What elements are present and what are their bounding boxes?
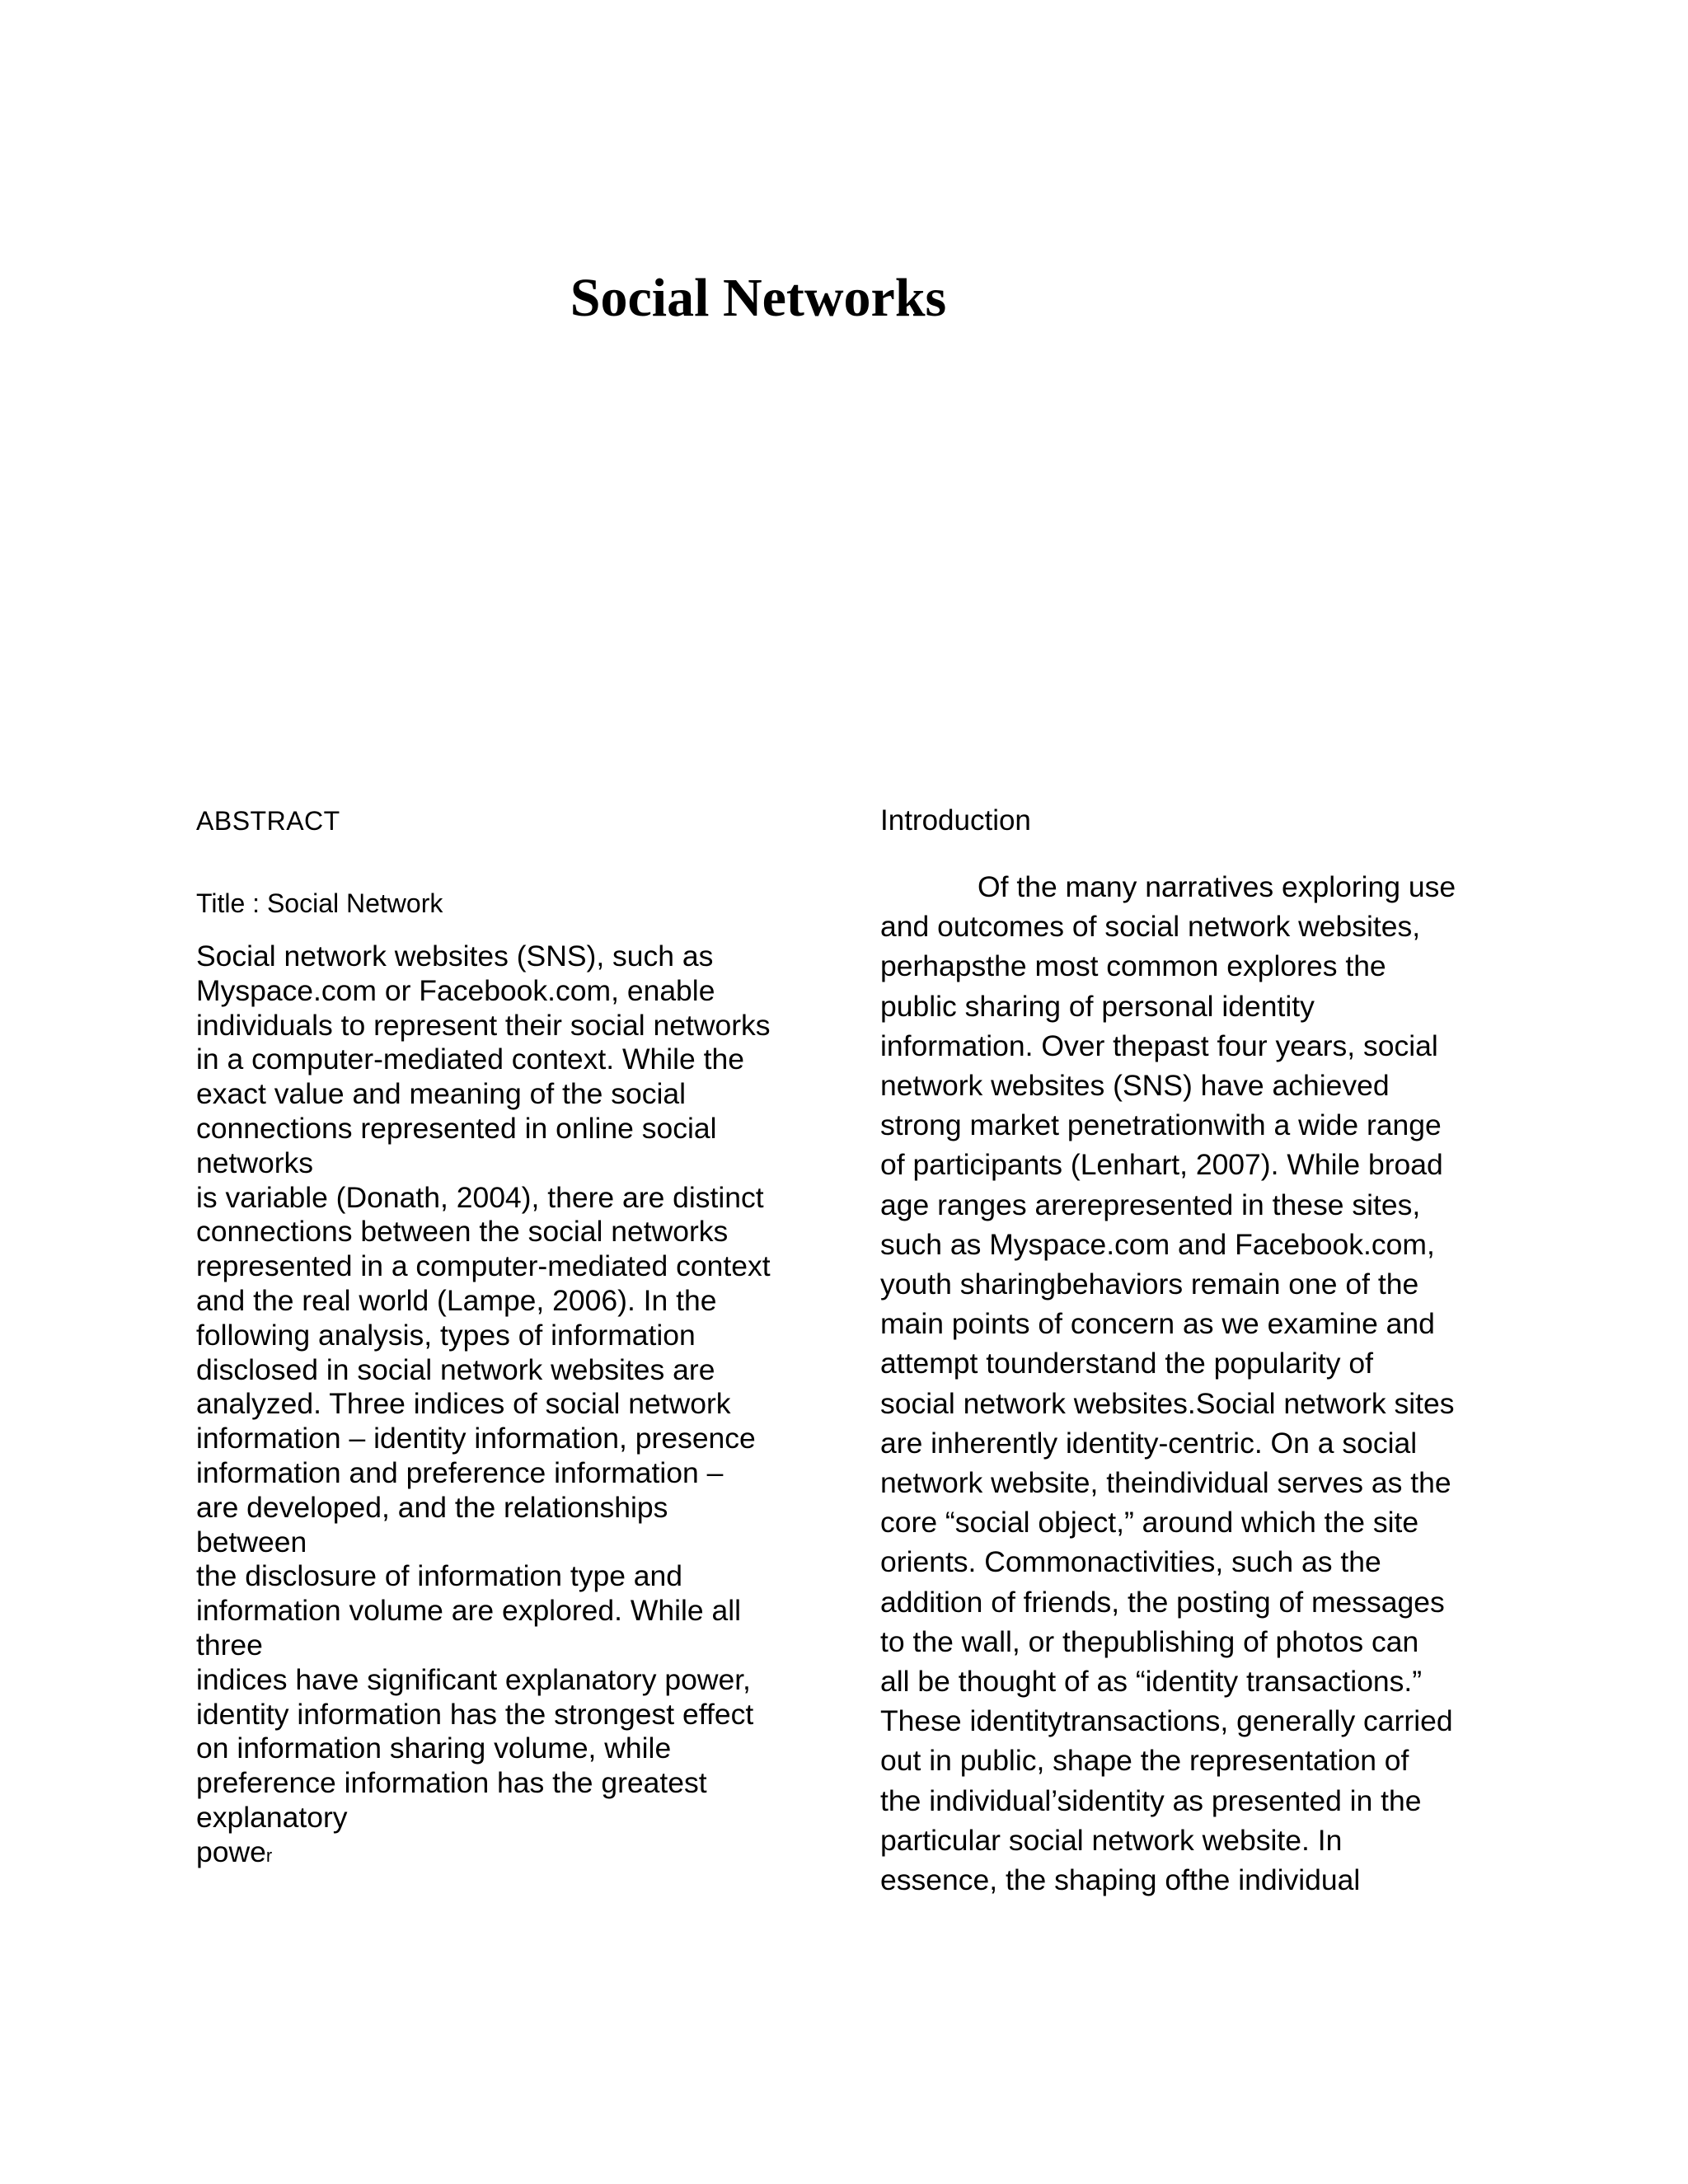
abstract-line: explanatory [196,1800,348,1834]
intro-line: age ranges arerepresented in these sites, [880,1188,1421,1221]
abstract-line: analyzed. Three indices of social network [196,1387,731,1421]
intro-line: all be thought of as “identity transactions.” [880,1665,1423,1699]
abstract-body [196,940,806,1873]
intro-line: addition of friends, the posting of messages [880,1585,1445,1619]
abstract-line: in a computer-mediated context. While the [196,1043,744,1076]
intro-line: to the wall, or thepublishing of photos can [880,1624,1419,1658]
abstract-line: preference information has the greatest [196,1766,707,1800]
intro-line: out in public, shape the representation of [880,1744,1409,1778]
intro-line: network website, theindividual serves as the [880,1466,1451,1500]
abstract-line: indices have significant explanatory power, [196,1662,751,1696]
intro-line: orients. Commonactivities, such as the [880,1545,1381,1579]
abstract-line: networks [196,1146,314,1179]
introduction-heading: Introduction [880,804,1031,837]
abstract-line: is variable (Donath, 2004), there are distinct [196,1180,764,1214]
intro-line: youth sharingbehaviors remain one of the [880,1268,1419,1301]
intro-line: of participants (Lenhart, 2007). While broad [880,1148,1443,1182]
intro-line: particular social network website. In [880,1823,1343,1857]
introduction-body [880,867,1507,1900]
document-title: Social Networks [570,268,947,328]
intro-line: essence, the shaping ofthe individual [880,1863,1361,1897]
abstract-line: connections between the social networks [196,1215,729,1249]
abstract-line: between [196,1525,307,1558]
abstract-section [196,804,806,1873]
abstract-line: three [196,1628,263,1661]
abstract-line: and the real world (Lampe, 2006). In the [196,1283,717,1317]
intro-line: strong market penetrationwith a wide range [880,1108,1442,1142]
abstract-line: represented in a computer-mediated context [196,1249,771,1283]
abstract-line: connections represented in online social [196,1111,717,1145]
intro-line: network websites (SNS) have achieved [880,1069,1390,1103]
abstract-line: exact value and meaning of the social [196,1077,687,1111]
intro-line: social network websites.Social network sites [880,1386,1455,1420]
intro-line: core “social object,” around which the site [880,1506,1419,1540]
abstract-line: identity information has the strongest effect [196,1697,754,1731]
intro-line: the individual’sidentity as presented in the [880,1783,1422,1817]
abstract-line: Myspace.com or Facebook.com, enable [196,973,715,1007]
abstract-last-line-small: r [265,1844,273,1866]
intro-line: perhapsthe most common explores the [880,949,1386,983]
abstract-line: information and preference information – [196,1455,724,1489]
abstract-line: Social network websites (SNS), such as [196,940,714,972]
intro-line: and outcomes of social network websites, [880,910,1421,944]
introduction-section [880,804,1507,1900]
intro-line: main points of concern as we examine and [880,1307,1435,1341]
abstract-line: the disclosure of information type and [196,1559,683,1593]
intro-line: Of the many narratives exploring use [978,870,1456,903]
abstract-line: following analysis, types of information [196,1318,696,1352]
intro-line: These identitytransactions, generally carried [880,1704,1453,1738]
abstract-last-line [196,1835,806,1873]
abstract-line: information – identity information, presence [196,1422,756,1455]
abstract-line: information volume are explored. While all [196,1594,741,1628]
abstract-line: on information sharing volume, while [196,1732,672,1765]
intro-line: information. Over thepast four years, social [880,1029,1438,1062]
abstract-line: individuals to represent their social networks [196,1008,771,1042]
abstract-line: are developed, and the relationships [196,1490,668,1524]
intro-line: are inherently identity-centric. On a social [880,1426,1418,1460]
intro-line: attempt tounderstand the popularity of [880,1347,1373,1380]
abstract-title-line: Title : Social Network [196,888,443,918]
abstract-line: disclosed in social network websites are [196,1352,715,1386]
intro-line: such as Myspace.com and Facebook.com, [880,1227,1435,1261]
abstract-heading: ABSTRACT [196,806,340,836]
intro-line: public sharing of personal identity [880,989,1315,1023]
abstract-last-line-main: powe [196,1835,266,1868]
